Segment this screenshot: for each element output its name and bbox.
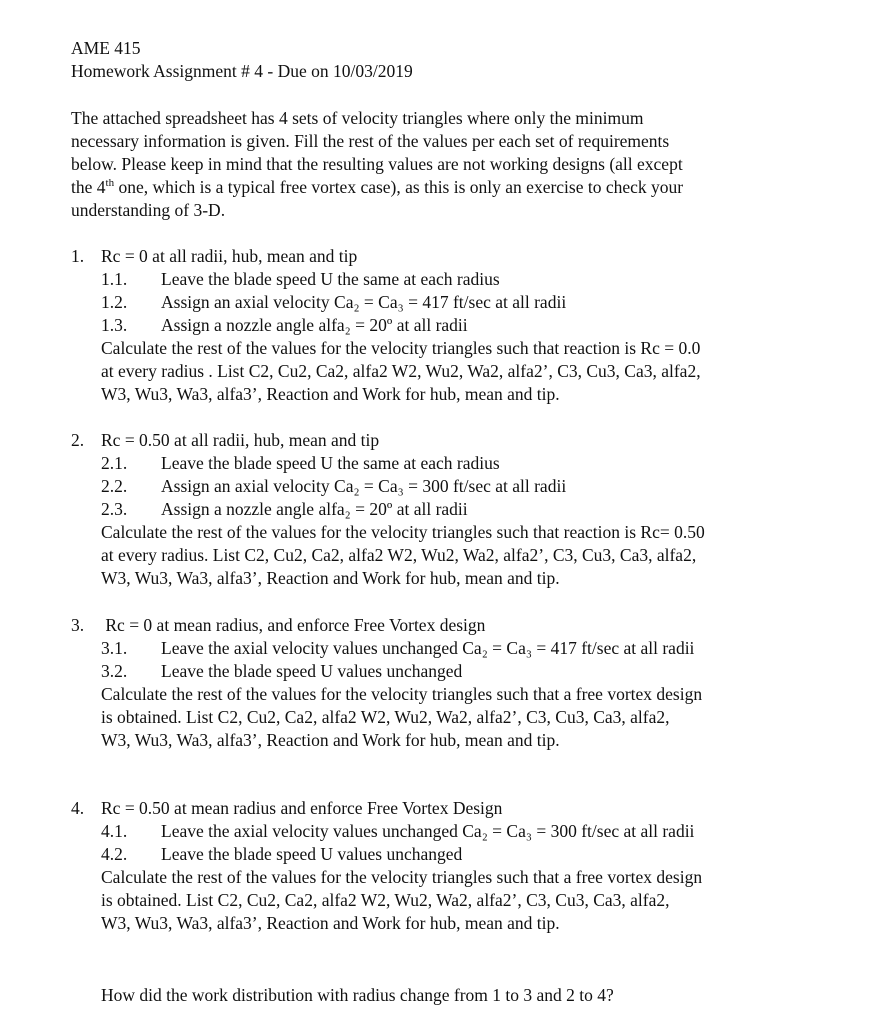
section-title [71, 245, 831, 268]
section-title [71, 429, 831, 452]
sub-item [71, 268, 831, 291]
calc-line: is obtained. List C2, Cu2, Ca2, alfa2 W2, Wu2, Wa2, alfa2’, C3, Cu3, Ca3, alfa2, [101, 890, 670, 910]
sub-item [71, 843, 831, 866]
sub-item-number: 4.2. [101, 844, 128, 864]
calc-line: W3, Wu3, Wa3, alfa3’, Reaction and Work for hub, mean and tip. [101, 568, 560, 588]
calc-line: at every radius. List C2, Cu2, Ca2, alfa2 W2, Wu2, Wa2, alfa2’, C3, Cu3, Ca3, alfa2, [101, 545, 697, 565]
sub-item-text: Assign an axial velocity Ca₂ = Ca₃ = 300 ft/sec at all radii [161, 476, 567, 496]
sub-item-number: 1.2. [101, 292, 128, 312]
sub-item-number: 1.1. [101, 269, 128, 289]
sub-item-number: 2.1. [101, 453, 128, 473]
section-number: 4. [71, 798, 85, 818]
section-title-text: Rc = 0 at all radii, hub, mean and tip [101, 246, 358, 266]
sub-item [71, 291, 831, 314]
assignment-title: Homework Assignment # 4 - Due on 10/03/2019 [71, 61, 413, 81]
sub-item-text: Assign a nozzle angle alfa₂ = 20º at all radii [161, 315, 468, 335]
requirement-section-3 [71, 614, 831, 752]
section-title [71, 797, 831, 820]
document-header [71, 37, 413, 83]
sub-item-text: Leave the blade speed U values unchanged [161, 844, 463, 864]
closing-question: How did the work distribution with radius change from 1 to 3 and 2 to 4? [101, 985, 614, 1005]
sub-item-number: 2.2. [101, 476, 128, 496]
sub-item-number: 4.1. [101, 821, 128, 841]
sub-item-number: 1.3. [101, 315, 128, 335]
intro-text: the 4 [71, 177, 106, 197]
section-number: 1. [71, 246, 85, 266]
calc-line: at every radius . List C2, Cu2, Ca2, alfa2 W2, Wu2, Wa2, alfa2’, C3, Cu3, Ca3, alfa2, [101, 361, 701, 381]
sub-item-text: Leave the blade speed U the same at each radius [161, 453, 500, 473]
calc-line: W3, Wu3, Wa3, alfa3’, Reaction and Work for hub, mean and tip. [101, 913, 560, 933]
calc-line: Calculate the rest of the values for the velocity triangles such that a free vortex design [101, 867, 703, 887]
section-title-text: Rc = 0.50 at all radii, hub, mean and tip [101, 430, 380, 450]
sub-item-number: 3.2. [101, 661, 128, 681]
section-title-text: Rc = 0.50 at mean radius and enforce Free Vortex Design [101, 798, 503, 818]
calc-line: Calculate the rest of the values for the velocity triangles such that reaction is Rc= 0.50 [101, 522, 705, 542]
sub-item-text: Leave the axial velocity values unchanged Ca₂ = Ca₃ = 300 ft/sec at all radii [161, 821, 695, 841]
intro-text: one, which is a typical free vortex case), as this is only an exercise to check your [114, 177, 684, 197]
intro-line: understanding of 3-D. [71, 200, 226, 220]
sub-item [71, 820, 831, 843]
sub-item-text: Leave the blade speed U values unchanged [161, 661, 463, 681]
sub-item [71, 452, 831, 475]
sub-item [71, 498, 831, 521]
sub-item-text: Leave the blade speed U the same at each radius [161, 269, 500, 289]
calculation-instructions [71, 337, 831, 406]
calculation-instructions [71, 866, 831, 935]
sub-item-number: 3.1. [101, 638, 128, 658]
sub-item [71, 637, 831, 660]
section-title [71, 614, 831, 637]
section-number: 2. [71, 430, 85, 450]
requirement-section-2 [71, 429, 831, 590]
calc-line: is obtained. List C2, Cu2, Ca2, alfa2 W2, Wu2, Wa2, alfa2’, C3, Cu3, Ca3, alfa2, [101, 707, 670, 727]
section-number: 3. [71, 615, 85, 635]
calc-line: W3, Wu3, Wa3, alfa3’, Reaction and Work for hub, mean and tip. [101, 730, 560, 750]
intro-line: necessary information is given. Fill the rest of the values per each set of requirements [71, 131, 670, 151]
requirement-section-1 [71, 245, 831, 406]
calc-line: W3, Wu3, Wa3, alfa3’, Reaction and Work for hub, mean and tip. [101, 384, 560, 404]
sub-item [71, 660, 831, 683]
sub-item-text: Assign an axial velocity Ca₂ = Ca₃ = 417 ft/sec at all radii [161, 292, 567, 312]
intro-paragraph [71, 107, 801, 222]
intro-line: below. Please keep in mind that the resulting values are not working designs (all except [71, 154, 683, 174]
calculation-instructions [71, 521, 831, 590]
section-title-text: Rc = 0 at mean radius, and enforce Free Vortex design [101, 615, 486, 635]
sub-item [71, 314, 831, 337]
sub-item-number: 2.3. [101, 499, 128, 519]
calc-line: Calculate the rest of the values for the velocity triangles such that reaction is Rc = 0.0 [101, 338, 701, 358]
sub-item-text: Leave the axial velocity values unchanged Ca₂ = Ca₃ = 417 ft/sec at all radii [161, 638, 695, 658]
intro-line: The attached spreadsheet has 4 sets of velocity triangles where only the minimum [71, 108, 644, 128]
calc-line: Calculate the rest of the values for the velocity triangles such that a free vortex design [101, 684, 703, 704]
requirement-section-4 [71, 797, 831, 935]
sub-item-text: Assign a nozzle angle alfa₂ = 20º at all radii [161, 499, 468, 519]
ordinal-suffix: th [105, 177, 115, 190]
calculation-instructions [71, 683, 831, 752]
intro-line [71, 176, 801, 199]
course-code: AME 415 [71, 38, 141, 58]
sub-item [71, 475, 831, 498]
